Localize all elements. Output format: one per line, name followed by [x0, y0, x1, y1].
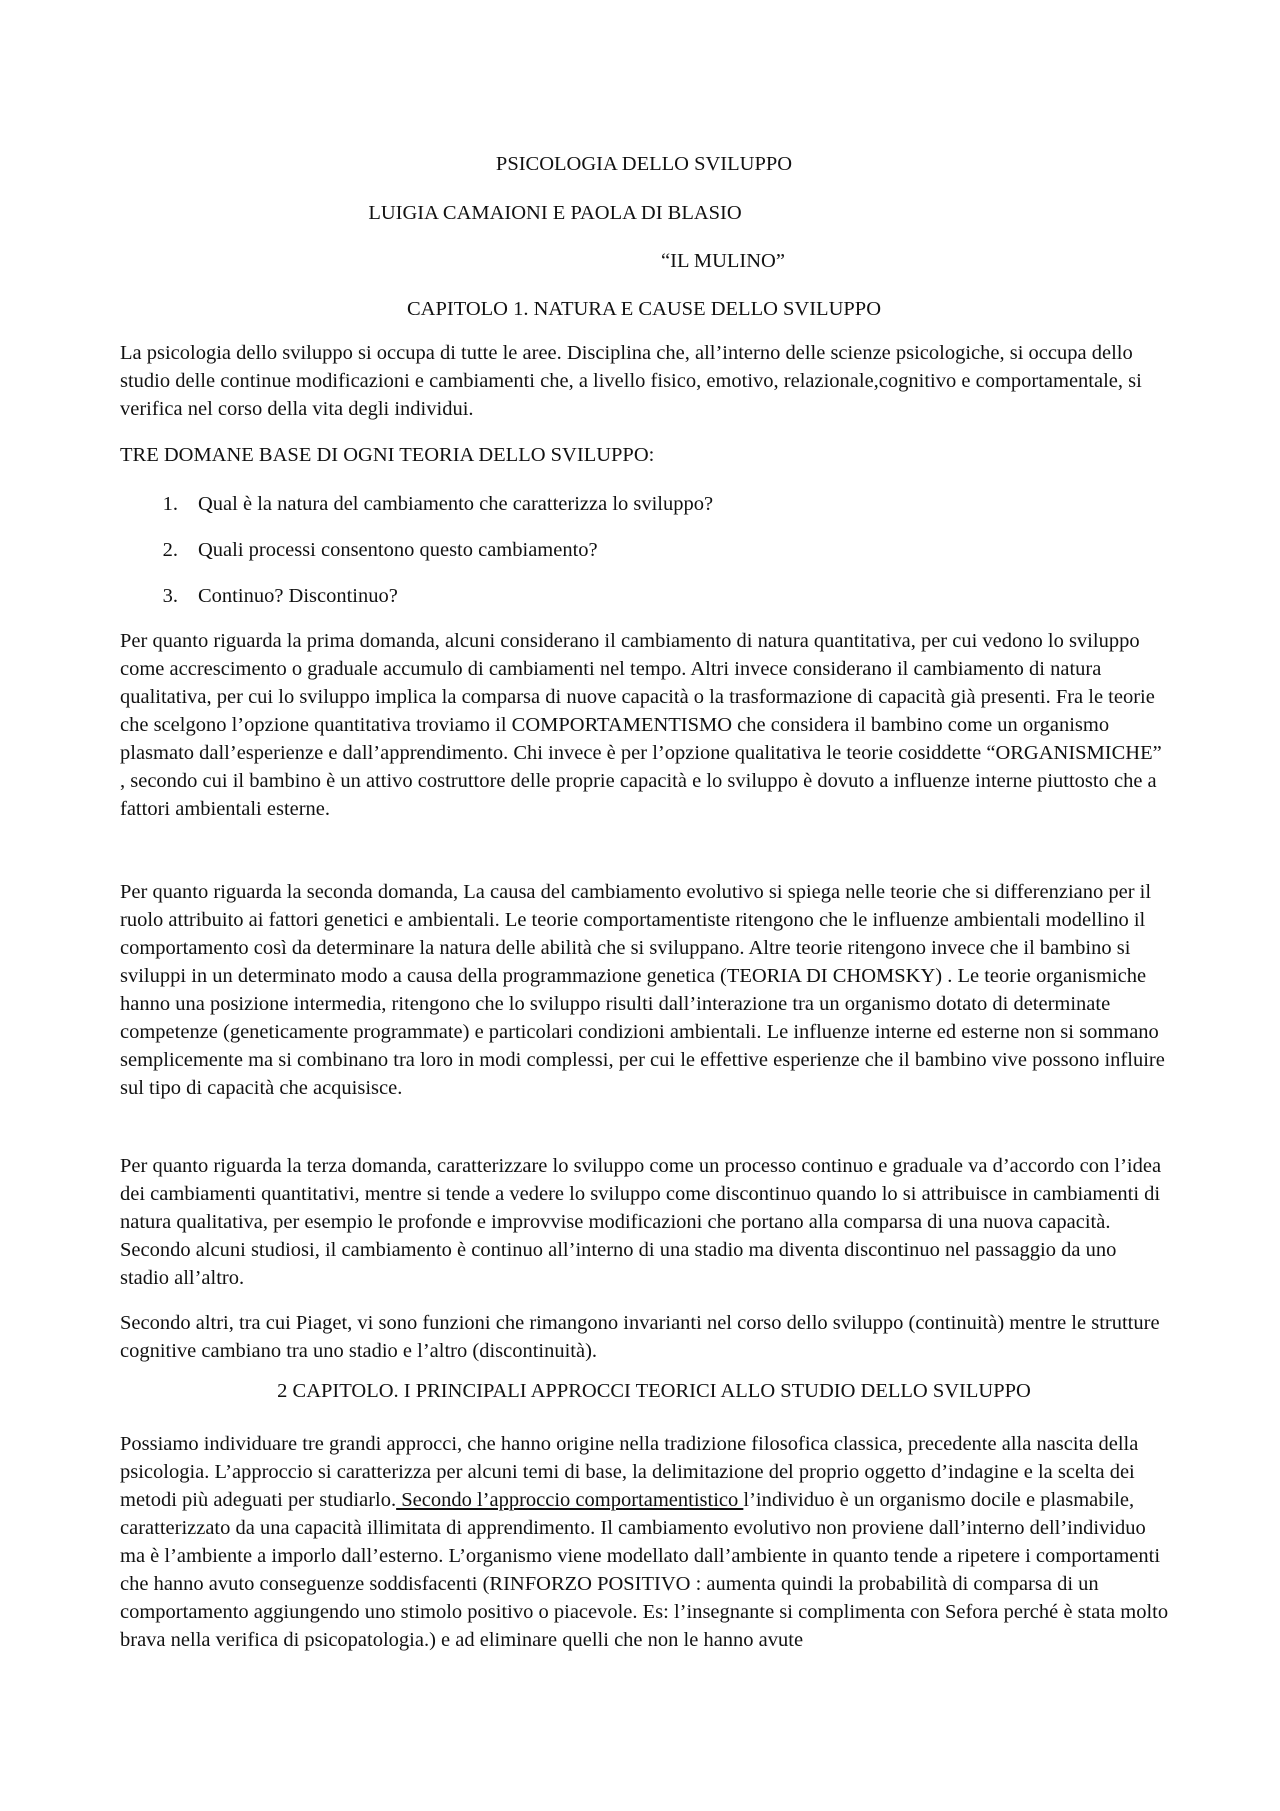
paragraph-second-question: Per quanto riguarda la seconda domanda, La causa del cambiamento evolutivo si spiega nelle teorie che si differenziano per il ruolo attribuito ai fattori genetici e ambientali. Le teorie comportamentiste ritengono che le influenze ambientali modellino il comportamento così da determinare la natura delle abilità che si sviluppano. Altre teorie ritengono invece che il bambino si sviluppi in un determinato modo a causa della programmazione genetica (TEORIA DI CHOMSKY) . Le teorie organismiche hanno una posizione intermedia, ritengono che lo sviluppo risulti dall’interazione tra un organismo dotato di determinate competenze (geneticamente programmate) e particolari condizioni ambientali. Le influenze interne ed esterne non si sommano semplicemente ma si combinano tra loro in modi complessi, per cui le effettive esperienze che il bambino vive possono influire sul tipo di capacità che acquisisce.: [120, 881, 1165, 1099]
document-publisher: “IL MULINO”: [661, 250, 785, 272]
chapter-1-title: CAPITOLO 1. NATURA E CAUSE DELLO SVILUPPO: [407, 298, 881, 320]
paragraph-intro: La psicologia dello sviluppo si occupa di tutte le aree. Disciplina che, all’interno delle scienze psicologiche, si occupa dello studio delle continue modificazioni e cambiamenti che, a livello fisico, emotivo, relazionale,cognitivo e comportamentale, si verifica nel corso della vita degli individui.: [120, 342, 1142, 420]
list-item: [120, 582, 1170, 628]
underlined-phrase: Secondo l’approccio comportamentistico: [396, 1489, 744, 1511]
paragraph-approaches-part-1: Possiamo individuare tre grandi approcci, che hanno origine nella tradizione filosofica classica, precedente alla nascita della psicologia. L’approccio si caratterizza per alcuni temi di base, la delimitazione del proprio oggetto d’indagine e la scelta dei metodi più adeguati per studiarlo.: [120, 1433, 1139, 1511]
questions-heading: TRE DOMANE BASE DI OGNI TEORIA DELLO SVILUPPO:: [120, 444, 655, 466]
document-authors: LUIGIA CAMAIONI E PAOLA DI BLASIO: [368, 202, 742, 224]
chapter-2-title: 2 CAPITOLO. I PRINCIPALI APPROCCI TEORICI ALLO STUDIO DELLO SVILUPPO: [277, 1380, 1031, 1402]
document-title: PSICOLOGIA DELLO SVILUPPO: [495, 153, 793, 175]
list-item: [120, 536, 1170, 582]
paragraph-approaches-part-2: l’individuo è un organismo docile e plasmabile, caratterizzato da una capacità illimitata di apprendimento. Il cambiamento evolutivo non proviene dall’interno dell’individuo ma è l’ambiente a imporlo dall’esterno. L’organismo viene modellato dall’ambiente in quanto tende a ripetere i comportamenti che hanno avuto conseguenze soddisfacenti (RINFORZO POSITIVO : aumenta quindi la probabilità di comparsa di un comportamento aggiungendo uno stimolo positivo o piacevole. Es: l’insegnante si complimenta con Sefora perché è stata molto brava nella verifica di psicopatologia.) e ad eliminare quelli che non le hanno avute: [120, 1489, 1169, 1651]
paragraph-approaches: [120, 1430, 1170, 1654]
questions-list: [120, 490, 1170, 628]
list-item-text: Quali processi consentono questo cambiamento?: [198, 539, 598, 561]
list-item-number: 2.: [162, 539, 178, 561]
paragraph-first-question: Per quanto riguarda la prima domanda, alcuni considerano il cambiamento di natura quantitativa, per cui vedono lo sviluppo come accrescimento o graduale accumulo di cambiamenti nel tempo. Altri invece considerano il cambiamento di natura qualitativa, per cui lo sviluppo implica la comparsa di nuove capacità o la trasformazione di capacità già presenti. Fra le teorie che scelgono l’opzione quantitativa troviamo il COMPORTAMENTISMO che considera il bambino come un organismo plasmato dall’esperienze e dall’apprendimento. Chi invece è per l’opzione qualitativa le teorie cosiddette “ORGANISMICHE” , secondo cui il bambino è un attivo costruttore delle proprie capacità e lo sviluppo è dovuto a influenze interne piuttosto che a fattori ambientali esterne.: [120, 630, 1162, 820]
list-item-text: Qual è la natura del cambiamento che caratterizza lo sviluppo?: [198, 493, 714, 515]
list-item-number: 1.: [162, 493, 178, 515]
list-item-number: 3.: [162, 585, 178, 607]
list-item: [120, 490, 1170, 536]
list-item-text: Continuo? Discontinuo?: [198, 585, 398, 607]
paragraph-piaget: Secondo altri, tra cui Piaget, vi sono funzioni che rimangono invarianti nel corso dello sviluppo (continuità) mentre le strutture cognitive cambiano tra uno stadio e l’altro (discontinuità).: [120, 1312, 1160, 1362]
paragraph-third-question: Per quanto riguarda la terza domanda, caratterizzare lo sviluppo come un processo continuo e graduale va d’accordo con l’idea dei cambiamenti quantitativi, mentre si tende a vedere lo sviluppo come discontinuo quando lo si attribuisce in cambiamenti di natura qualitativa, per esempio le profonde e improvvise modificazioni che portano alla comparsa di una nuova capacità. Secondo alcuni studiosi, il cambiamento è continuo all’interno di una stadio ma diventa discontinuo nel passaggio da uno stadio all’altro.: [120, 1155, 1162, 1289]
